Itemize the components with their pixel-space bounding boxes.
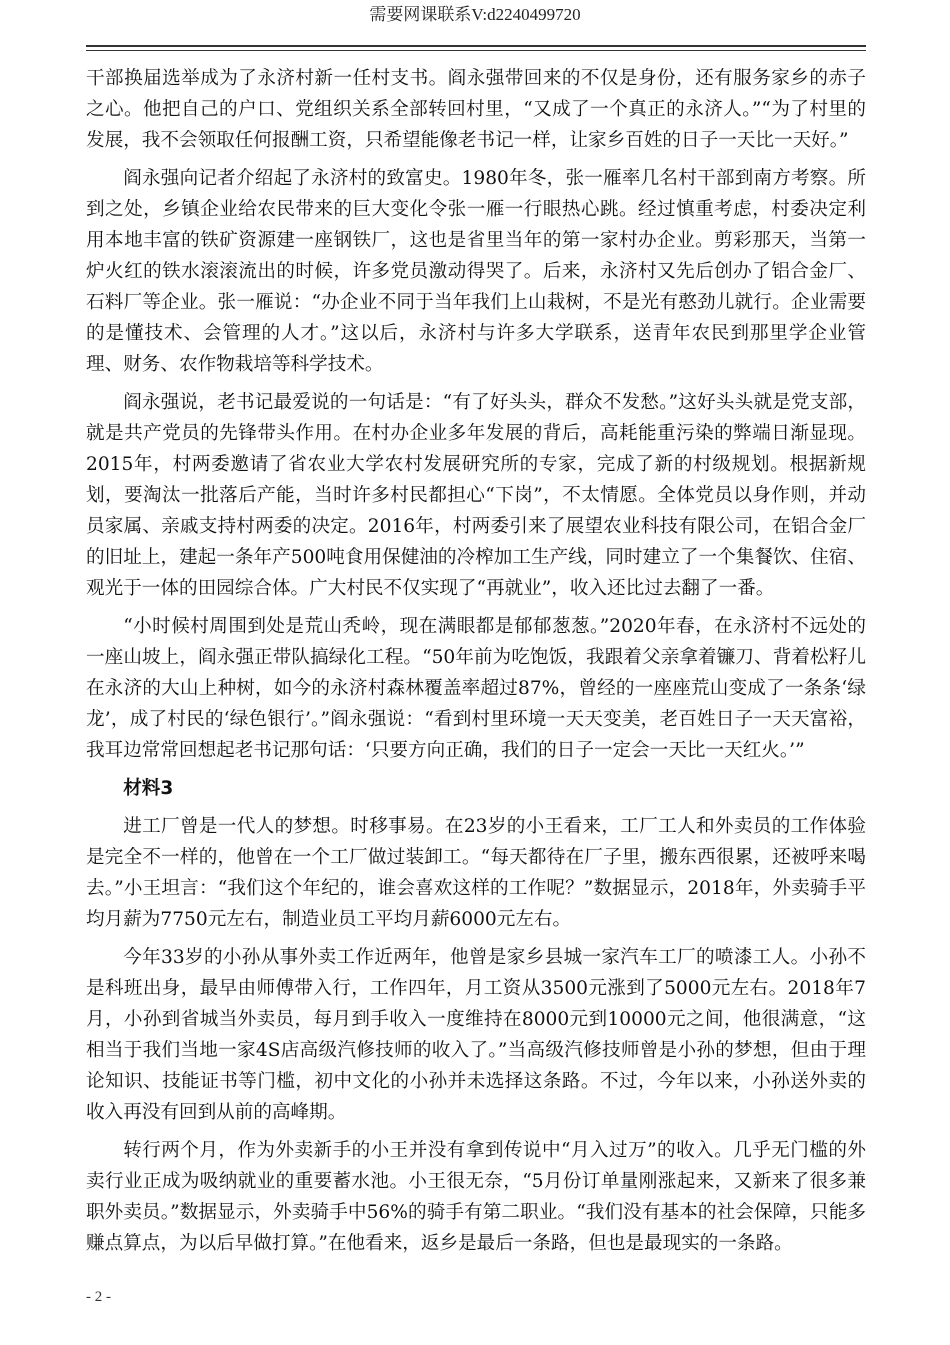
paragraph-3: 阎永强说，老书记最爱说的一句话是：“有了好头头，群众不发愁。”这好头头就是党支部，就是共产党员的先锋带头作用。在村办企业多年发展的背后，高耗能重污染的弊端日渐显现。2015年，村两委邀请了省农业大学农村发展研究所的专家，完成了新的村级规划。根据新规划，要淘汰一批落后产能，当时许多村民都担心“下岗”，不太情愿。全体党员以身作则，并动员家属、亲戚支持村两委的决定。2016年，村两委引来了展望农业科技有限公司，在铝合金厂的旧址上，建起一条年产500吨食用保健油的冷榨加工生产线，同时建立了一个集餐饮、住宿、观光于一体的田园综合体。广大村民不仅实现了“再就业”，收入还比过去翻了一番。 xyxy=(86,392,866,599)
section-paragraph-3: 转行两个月，作为外卖新手的小王并没有拿到传说中“月入过万”的收入。几乎无门槛的外卖行业正成为吸纳就业的重要蓄水池。小王很无奈，“5月份订单量刚涨起来，又新来了很多兼职外卖员。”数据显示，外卖骑手中56%的骑手有第二职业。“我们没有基本的社会保障，只能多赚点算点，为以后早做打算。”在他看来，返乡是最后一条路，但也是最现实的一条路。 xyxy=(86,1140,866,1254)
document-body xyxy=(86,63,866,1266)
header-rule-thick xyxy=(86,45,866,47)
paragraph-4: “小时候村周围到处是荒山秃岭，现在满眼都是郁郁葱葱。”2020年春，在永济村不远处的一座山坡上，阎永强正带队搞绿化工程。“50年前为吃饱饭，我跟着父亲拿着镰刀、背着松籽儿在永济的大山上种树，如今的永济村森林覆盖率超过87%，曾经的一座座荒山变成了一条条‘绿龙’，成了村民的‘绿色银行’。”阎永强说：“看到村里环境一天天变美，老百姓日子一天天富裕，我耳边常常回想起老书记那句话：‘只要方向正确，我们的日子一定会一天比一天红火。’” xyxy=(86,616,866,761)
page-header-watermark: 需要网课联系V:d2240499720 xyxy=(369,5,581,24)
paragraph-1: 干部换届选举成为了永济村新一任村支书。阎永强带回来的不仅是身份，还有服务家乡的赤子之心。他把自己的户口、党组织关系全部转回村里，“又成了一个真正的永济人。”“为了村里的发展，我不会领取任何报酬工资，只希望能像老书记一样，让家乡百姓的日子一天比一天好。” xyxy=(86,68,866,151)
page-number: - 2 - xyxy=(86,1289,111,1305)
section-paragraph-1: 进工厂曾是一代人的梦想。时移事易。在23岁的小王看来，工厂工人和外卖员的工作体验是完全不一样的，他曾在一个工厂做过装卸工。“每天都待在厂子里，搬东西很累，还被呼来喝去。”小王坦言：“我们这个年纪的，谁会喜欢这样的工作呢？”数据显示，2018年，外卖骑手平均月薪为7750元左右，制造业员工平均月薪6000元左右。 xyxy=(86,816,866,930)
header-rule-thin xyxy=(86,50,866,51)
section-paragraph-2: 今年33岁的小孙从事外卖工作近两年，他曾是家乡县城一家汽车工厂的喷漆工人。小孙不是科班出身，最早由师傅带入行，工作四年，月工资从3500元涨到了5000元左右。2018年7月，小孙到省城当外卖员，每月到手收入一度维持在8000元到10000元之间，他很满意，“这相当于我们当地一家4S店高级汽修技师的收入了。”当高级汽修技师曾是小孙的梦想，但由于理论知识、技能证书等门槛，初中文化的小孙并未选择这条路。不过，今年以来，小孙送外卖的收入再没有回到从前的高峰期。 xyxy=(86,947,866,1123)
section-title-material-3: 材料3 xyxy=(123,778,174,799)
paragraph-2: 阎永强向记者介绍起了永济村的致富史。1980年冬，张一雁率几名村干部到南方考察。所到之处，乡镇企业给农民带来的巨大变化令张一雁一行眼热心跳。经过慎重考虑，村委决定利用本地丰富的铁矿资源建一座钢铁厂，这也是省里当年的第一家村办企业。剪彩那天，当第一炉火红的铁水滚滚流出的时候，许多党员激动得哭了。后来，永济村又先后创办了铝合金厂、石料厂等企业。张一雁说：“办企业不同于当年我们上山栽树，不是光有憨劲儿就行。企业需要的是懂技术、会管理的人才。”这以后，永济村与许多大学联系，送青年农民到那里学企业管理、财务、农作物栽培等科学技术。 xyxy=(86,168,866,375)
